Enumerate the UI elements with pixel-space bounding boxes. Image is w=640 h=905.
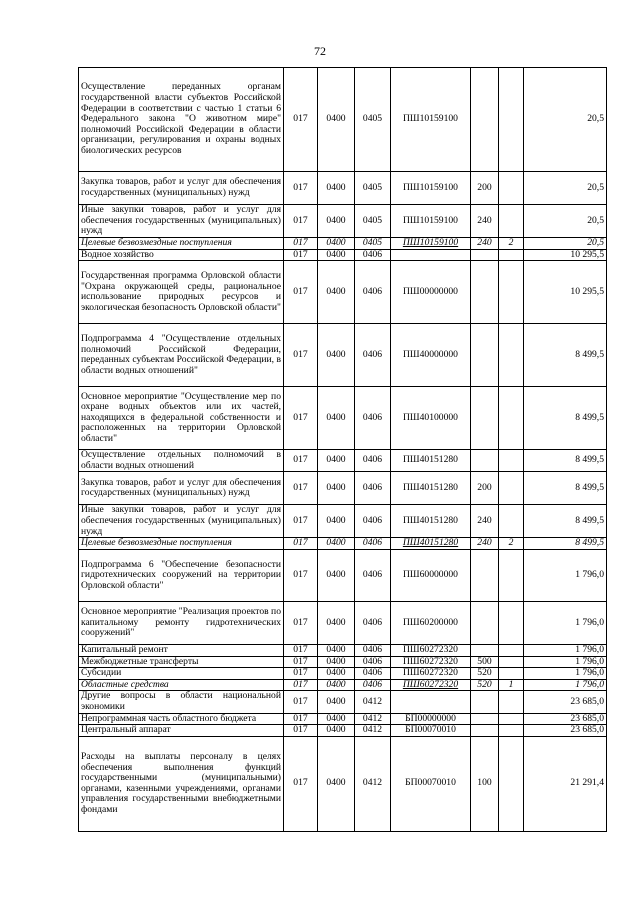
section-code: 0400 <box>318 249 355 261</box>
ministry-code: 017 <box>284 713 318 725</box>
target-article-code: ПШ60272320 <box>391 644 471 656</box>
row-name: Осуществление переданных органам государственной власти субъектов Российской Федерации в соответствии с частью 1 статьи 6 Федерального закона "О животном мире" полномочий Российской Федерации в области организации, регулирования и охраны водных биологических ресурсов <box>79 68 284 172</box>
expense-type-code: 240 <box>471 238 499 250</box>
amount: 23 685,0 <box>524 725 607 737</box>
target-article-code: ПШ40151280 <box>391 538 471 550</box>
table-row <box>79 713 607 725</box>
expense-type-code: 240 <box>471 205 499 238</box>
section-code: 0400 <box>318 679 355 691</box>
subsection-code: 0406 <box>355 387 391 450</box>
table-row <box>79 68 607 172</box>
amount: 8 499,5 <box>524 387 607 450</box>
target-article-code: ПШ00000000 <box>391 261 471 324</box>
funding-source-code <box>499 68 524 172</box>
row-name: Целевые безвозмездные поступления <box>79 238 284 250</box>
subsection-code: 0406 <box>355 450 391 472</box>
row-name: Межбюджетные трансферты <box>79 656 284 668</box>
row-name: Подпрограмма 4 "Осуществление отдельных полномочий Российской Федерации, переданных субъектам Российской Федерации, в области водных отношений" <box>79 324 284 387</box>
section-code: 0400 <box>318 387 355 450</box>
expense-type-code <box>471 68 499 172</box>
section-code: 0400 <box>318 656 355 668</box>
subsection-code: 0412 <box>355 691 391 713</box>
amount: 20,5 <box>524 68 607 172</box>
ministry-code: 017 <box>284 505 318 538</box>
table-row <box>79 736 607 831</box>
target-article-code: ПШ10159100 <box>391 238 471 250</box>
amount: 1 796,0 <box>524 549 607 601</box>
funding-source-code <box>499 472 524 505</box>
ministry-code: 017 <box>284 668 318 680</box>
amount: 20,5 <box>524 238 607 250</box>
ministry-code: 017 <box>284 679 318 691</box>
table-row <box>79 238 607 250</box>
amount: 8 499,5 <box>524 472 607 505</box>
funding-source-code: 1 <box>499 679 524 691</box>
funding-source-code <box>499 668 524 680</box>
expense-type-code: 200 <box>471 172 499 205</box>
ministry-code: 017 <box>284 691 318 713</box>
expense-type-code <box>471 725 499 737</box>
table-row <box>79 538 607 550</box>
subsection-code: 0406 <box>355 644 391 656</box>
table-row <box>79 691 607 713</box>
target-article-code: БП00000000 <box>391 713 471 725</box>
ministry-code: 017 <box>284 736 318 831</box>
expense-type-code <box>471 249 499 261</box>
target-article-code <box>391 249 471 261</box>
amount: 10 295,5 <box>524 261 607 324</box>
table-row <box>79 549 607 601</box>
ministry-code: 017 <box>284 324 318 387</box>
funding-source-code <box>499 205 524 238</box>
amount: 20,5 <box>524 205 607 238</box>
amount: 8 499,5 <box>524 538 607 550</box>
row-name: Целевые безвозмездные поступления <box>79 538 284 550</box>
expense-type-code: 200 <box>471 472 499 505</box>
subsection-code: 0406 <box>355 505 391 538</box>
amount: 1 796,0 <box>524 656 607 668</box>
row-name: Водное хозяйство <box>79 249 284 261</box>
ministry-code: 017 <box>284 68 318 172</box>
target-article-code: ПШ60272320 <box>391 679 471 691</box>
ministry-code: 017 <box>284 549 318 601</box>
subsection-code: 0406 <box>355 249 391 261</box>
row-name: Непрограммная часть областного бюджета <box>79 713 284 725</box>
subsection-code: 0405 <box>355 172 391 205</box>
funding-source-code <box>499 450 524 472</box>
page-number: 72 <box>314 44 326 58</box>
row-name: Другие вопросы в области национальной экономики <box>79 691 284 713</box>
funding-source-code <box>499 324 524 387</box>
target-article-code: БП00070010 <box>391 736 471 831</box>
subsection-code: 0412 <box>355 736 391 831</box>
funding-source-code <box>499 172 524 205</box>
subsection-code: 0406 <box>355 472 391 505</box>
funding-source-code <box>499 725 524 737</box>
target-article-code: ПШ60000000 <box>391 549 471 601</box>
target-article-code: ПШ60272320 <box>391 668 471 680</box>
expense-type-code <box>471 387 499 450</box>
amount: 20,5 <box>524 172 607 205</box>
amount: 23 685,0 <box>524 691 607 713</box>
subsection-code: 0406 <box>355 324 391 387</box>
table-row <box>79 472 607 505</box>
subsection-code: 0406 <box>355 668 391 680</box>
amount: 8 499,5 <box>524 505 607 538</box>
target-article-code: ПШ40151280 <box>391 450 471 472</box>
table-row <box>79 668 607 680</box>
funding-source-code <box>499 644 524 656</box>
funding-source-code <box>499 601 524 644</box>
ministry-code: 017 <box>284 205 318 238</box>
amount: 21 291,4 <box>524 736 607 831</box>
target-article-code: ПШ40000000 <box>391 324 471 387</box>
row-name: Субсидии <box>79 668 284 680</box>
table-row <box>79 679 607 691</box>
row-name: Осуществление отдельных полномочий в области водных отношений <box>79 450 284 472</box>
amount: 8 499,5 <box>524 450 607 472</box>
row-name: Государственная программа Орловской области "Охрана окружающей среды, рациональное использование природных ресурсов и экологическая безопасность Орловской области" <box>79 261 284 324</box>
row-name: Капитальный ремонт <box>79 644 284 656</box>
ministry-code: 017 <box>284 538 318 550</box>
ministry-code: 017 <box>284 450 318 472</box>
ministry-code: 017 <box>284 387 318 450</box>
table-row <box>79 261 607 324</box>
section-code: 0400 <box>318 324 355 387</box>
row-name: Основное мероприятие "Осуществление мер по охране водных объектов или их частей, находящихся в федеральной собственности и расположенных на территории Орловской области" <box>79 387 284 450</box>
target-article-code: ПШ10159100 <box>391 68 471 172</box>
target-article-code: БП00070010 <box>391 725 471 737</box>
ministry-code: 017 <box>284 472 318 505</box>
section-code: 0400 <box>318 238 355 250</box>
subsection-code: 0405 <box>355 238 391 250</box>
table-row <box>79 601 607 644</box>
row-name: Иные закупки товаров, работ и услуг для обеспечения государственных (муниципальных) нужд <box>79 205 284 238</box>
subsection-code: 0412 <box>355 713 391 725</box>
expense-type-code: 500 <box>471 656 499 668</box>
section-code: 0400 <box>318 601 355 644</box>
budget-table <box>78 67 607 832</box>
row-name: Расходы на выплаты персоналу в целях обеспечения выполнения функций государственными (муниципальными) органами, казенными учреждениями, органами управления государственными внебюджетными фондами <box>79 736 284 831</box>
expense-type-code <box>471 549 499 601</box>
ministry-code: 017 <box>284 601 318 644</box>
subsection-code: 0405 <box>355 68 391 172</box>
table-row <box>79 249 607 261</box>
target-article-code: ПШ60272320 <box>391 656 471 668</box>
section-code: 0400 <box>318 725 355 737</box>
section-code: 0400 <box>318 68 355 172</box>
section-code: 0400 <box>318 644 355 656</box>
target-article-code: ПШ40100000 <box>391 387 471 450</box>
row-name: Закупка товаров, работ и услуг для обеспечения государственных (муниципальных) нужд <box>79 172 284 205</box>
amount: 10 295,5 <box>524 249 607 261</box>
amount: 1 796,0 <box>524 679 607 691</box>
subsection-code: 0405 <box>355 205 391 238</box>
expense-type-code <box>471 644 499 656</box>
section-code: 0400 <box>318 505 355 538</box>
section-code: 0400 <box>318 691 355 713</box>
subsection-code: 0406 <box>355 601 391 644</box>
funding-source-code <box>499 736 524 831</box>
table-row <box>79 324 607 387</box>
funding-source-code <box>499 387 524 450</box>
expense-type-code: 100 <box>471 736 499 831</box>
amount: 8 499,5 <box>524 324 607 387</box>
ministry-code: 017 <box>284 656 318 668</box>
funding-source-code: 2 <box>499 538 524 550</box>
expense-type-code: 520 <box>471 679 499 691</box>
table-row <box>79 656 607 668</box>
ministry-code: 017 <box>284 644 318 656</box>
subsection-code: 0406 <box>355 679 391 691</box>
amount: 23 685,0 <box>524 713 607 725</box>
funding-source-code: 2 <box>499 238 524 250</box>
funding-source-code <box>499 713 524 725</box>
section-code: 0400 <box>318 472 355 505</box>
section-code: 0400 <box>318 205 355 238</box>
expense-type-code: 240 <box>471 505 499 538</box>
ministry-code: 017 <box>284 172 318 205</box>
section-code: 0400 <box>318 668 355 680</box>
funding-source-code <box>499 549 524 601</box>
row-name: Областные средства <box>79 679 284 691</box>
section-code: 0400 <box>318 713 355 725</box>
table-row <box>79 205 607 238</box>
section-code: 0400 <box>318 538 355 550</box>
funding-source-code <box>499 656 524 668</box>
target-article-code: ПШ40151280 <box>391 505 471 538</box>
expense-type-code: 520 <box>471 668 499 680</box>
table-row <box>79 172 607 205</box>
funding-source-code <box>499 249 524 261</box>
expense-type-code: 240 <box>471 538 499 550</box>
funding-source-code <box>499 505 524 538</box>
ministry-code: 017 <box>284 238 318 250</box>
table-row <box>79 387 607 450</box>
target-article-code: ПШ60200000 <box>391 601 471 644</box>
row-name: Подпрограмма 6 "Обеспечение безопасности гидротехнических сооружений на территории Орловской области" <box>79 549 284 601</box>
funding-source-code <box>499 261 524 324</box>
section-code: 0400 <box>318 261 355 324</box>
subsection-code: 0412 <box>355 725 391 737</box>
subsection-code: 0406 <box>355 656 391 668</box>
target-article-code: ПШ10159100 <box>391 205 471 238</box>
subsection-code: 0406 <box>355 261 391 324</box>
section-code: 0400 <box>318 736 355 831</box>
section-code: 0400 <box>318 172 355 205</box>
section-code: 0400 <box>318 549 355 601</box>
expense-type-code <box>471 691 499 713</box>
expense-type-code <box>471 261 499 324</box>
target-article-code: ПШ40151280 <box>391 472 471 505</box>
expense-type-code <box>471 713 499 725</box>
amount: 1 796,0 <box>524 601 607 644</box>
subsection-code: 0406 <box>355 538 391 550</box>
table-row <box>79 725 607 737</box>
expense-type-code <box>471 450 499 472</box>
ministry-code: 017 <box>284 261 318 324</box>
row-name: Закупка товаров, работ и услуг для обеспечения государственных (муниципальных) нужд <box>79 472 284 505</box>
section-code: 0400 <box>318 450 355 472</box>
subsection-code: 0406 <box>355 549 391 601</box>
funding-source-code <box>499 691 524 713</box>
target-article-code: ПШ10159100 <box>391 172 471 205</box>
target-article-code <box>391 691 471 713</box>
table-row <box>79 644 607 656</box>
ministry-code: 017 <box>284 725 318 737</box>
amount: 1 796,0 <box>524 644 607 656</box>
row-name: Центральный аппарат <box>79 725 284 737</box>
expense-type-code <box>471 324 499 387</box>
expense-type-code <box>471 601 499 644</box>
row-name: Иные закупки товаров, работ и услуг для обеспечения государственных (муниципальных) нужд <box>79 505 284 538</box>
table-row <box>79 450 607 472</box>
row-name: Основное мероприятие "Реализация проектов по капитальному ремонту гидротехнических сооружений" <box>79 601 284 644</box>
amount: 1 796,0 <box>524 668 607 680</box>
ministry-code: 017 <box>284 249 318 261</box>
table-row <box>79 505 607 538</box>
